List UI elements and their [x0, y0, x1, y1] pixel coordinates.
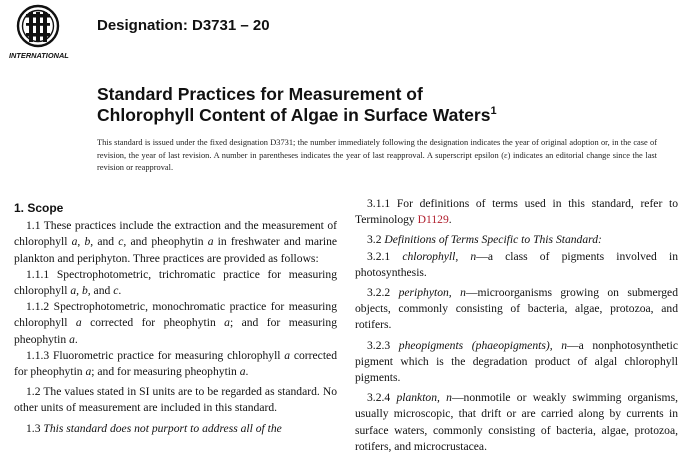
- right-column: [355, 196, 678, 455]
- definition-chlorophyll: 3.2.1 chlorophyll, n—a class of pigments involved in photosynthesis.: [355, 249, 678, 279]
- paragraph-3-1-1: 3.1.1 For definitions of terms used in this standard, refer to Terminology D1129.: [355, 197, 678, 227]
- title-line-2-text: Chlorophyll Content of Algae in Surface Waters: [97, 105, 491, 125]
- definition-pheopigments: 3.2.3 pheopigments (phaeopigments), n—a nonphotosynthetic pigment which is the degradation product of algal chlorophyll pigments.: [355, 338, 679, 385]
- page-title: [97, 84, 657, 126]
- logo-wordmark: INTERNATIONAL: [9, 51, 69, 60]
- reference-link-d1129[interactable]: D1129: [417, 213, 449, 227]
- left-column: [14, 200, 337, 437]
- preamble-text: This standard is issued under the fixed designation D3731; the number immediately following the designation indicates the year of original adoption or, in the case of revision, the year of last revision. A number in parentheses indicates the year of last reapproval. A superscript epsilon (ε) indicates an editorial change since the last revision or reapproval.: [97, 138, 657, 172]
- section-heading-scope: 1. Scope: [14, 201, 64, 215]
- definition-periphyton: 3.2.2 periphyton, n—microorganisms growing on submerged objects, commonly consisting of bacteria, algae, protozoa, and rotifers.: [355, 286, 679, 332]
- paragraph-1-2: 1.2 The values stated in SI units are to be regarded as standard. No other units of measurement are included in this standard.: [14, 385, 337, 415]
- designation: Designation: D3731 – 20: [97, 17, 270, 34]
- paragraph-3-2: 3.2 Definitions of Terms Specific to This Standard:: [367, 233, 602, 247]
- title-line-2: [97, 105, 657, 126]
- paragraph-1-1: 1.1 These practices include the extraction and the measurement of chlorophyll a, b, and c, and pheophytin a in freshwater and marine plankton and periphyton. Three practices are provided as follows:: [14, 219, 338, 265]
- astm-international-logo: [8, 2, 92, 62]
- paragraph-1-3: 1.3 This standard does not purport to address all of the: [26, 421, 282, 435]
- title-line-1: Standard Practices for Measurement of: [97, 84, 423, 104]
- paragraph-1-1-1: 1.1.1 Spectrophotometric, trichromatic practice for measuring chlorophyll a, b, and c.: [14, 267, 337, 298]
- astm-monogram: [26, 12, 50, 42]
- definition-plankton: 3.2.4 plankton, n—nonmotile or weakly swimming organisms, usually microscopic, that drift or are carried along by currents in surface waters, commonly consisting of bacteria, algae, protozoa, rotifers, and microcrustacea.: [355, 391, 678, 453]
- paragraph-1-1-2: 1.1.2 Spectrophotometric, monochromatic practice for measuring chlorophyll a corrected for pheophytin a; and for measuring pheophytin a.: [14, 300, 337, 346]
- title-footnote-mark[interactable]: 1: [490, 105, 497, 117]
- paragraph-1-1-3: 1.1.3 Fluorometric practice for measuring chlorophyll a corrected for pheophytin a; and for measuring pheophytin a.: [14, 348, 337, 379]
